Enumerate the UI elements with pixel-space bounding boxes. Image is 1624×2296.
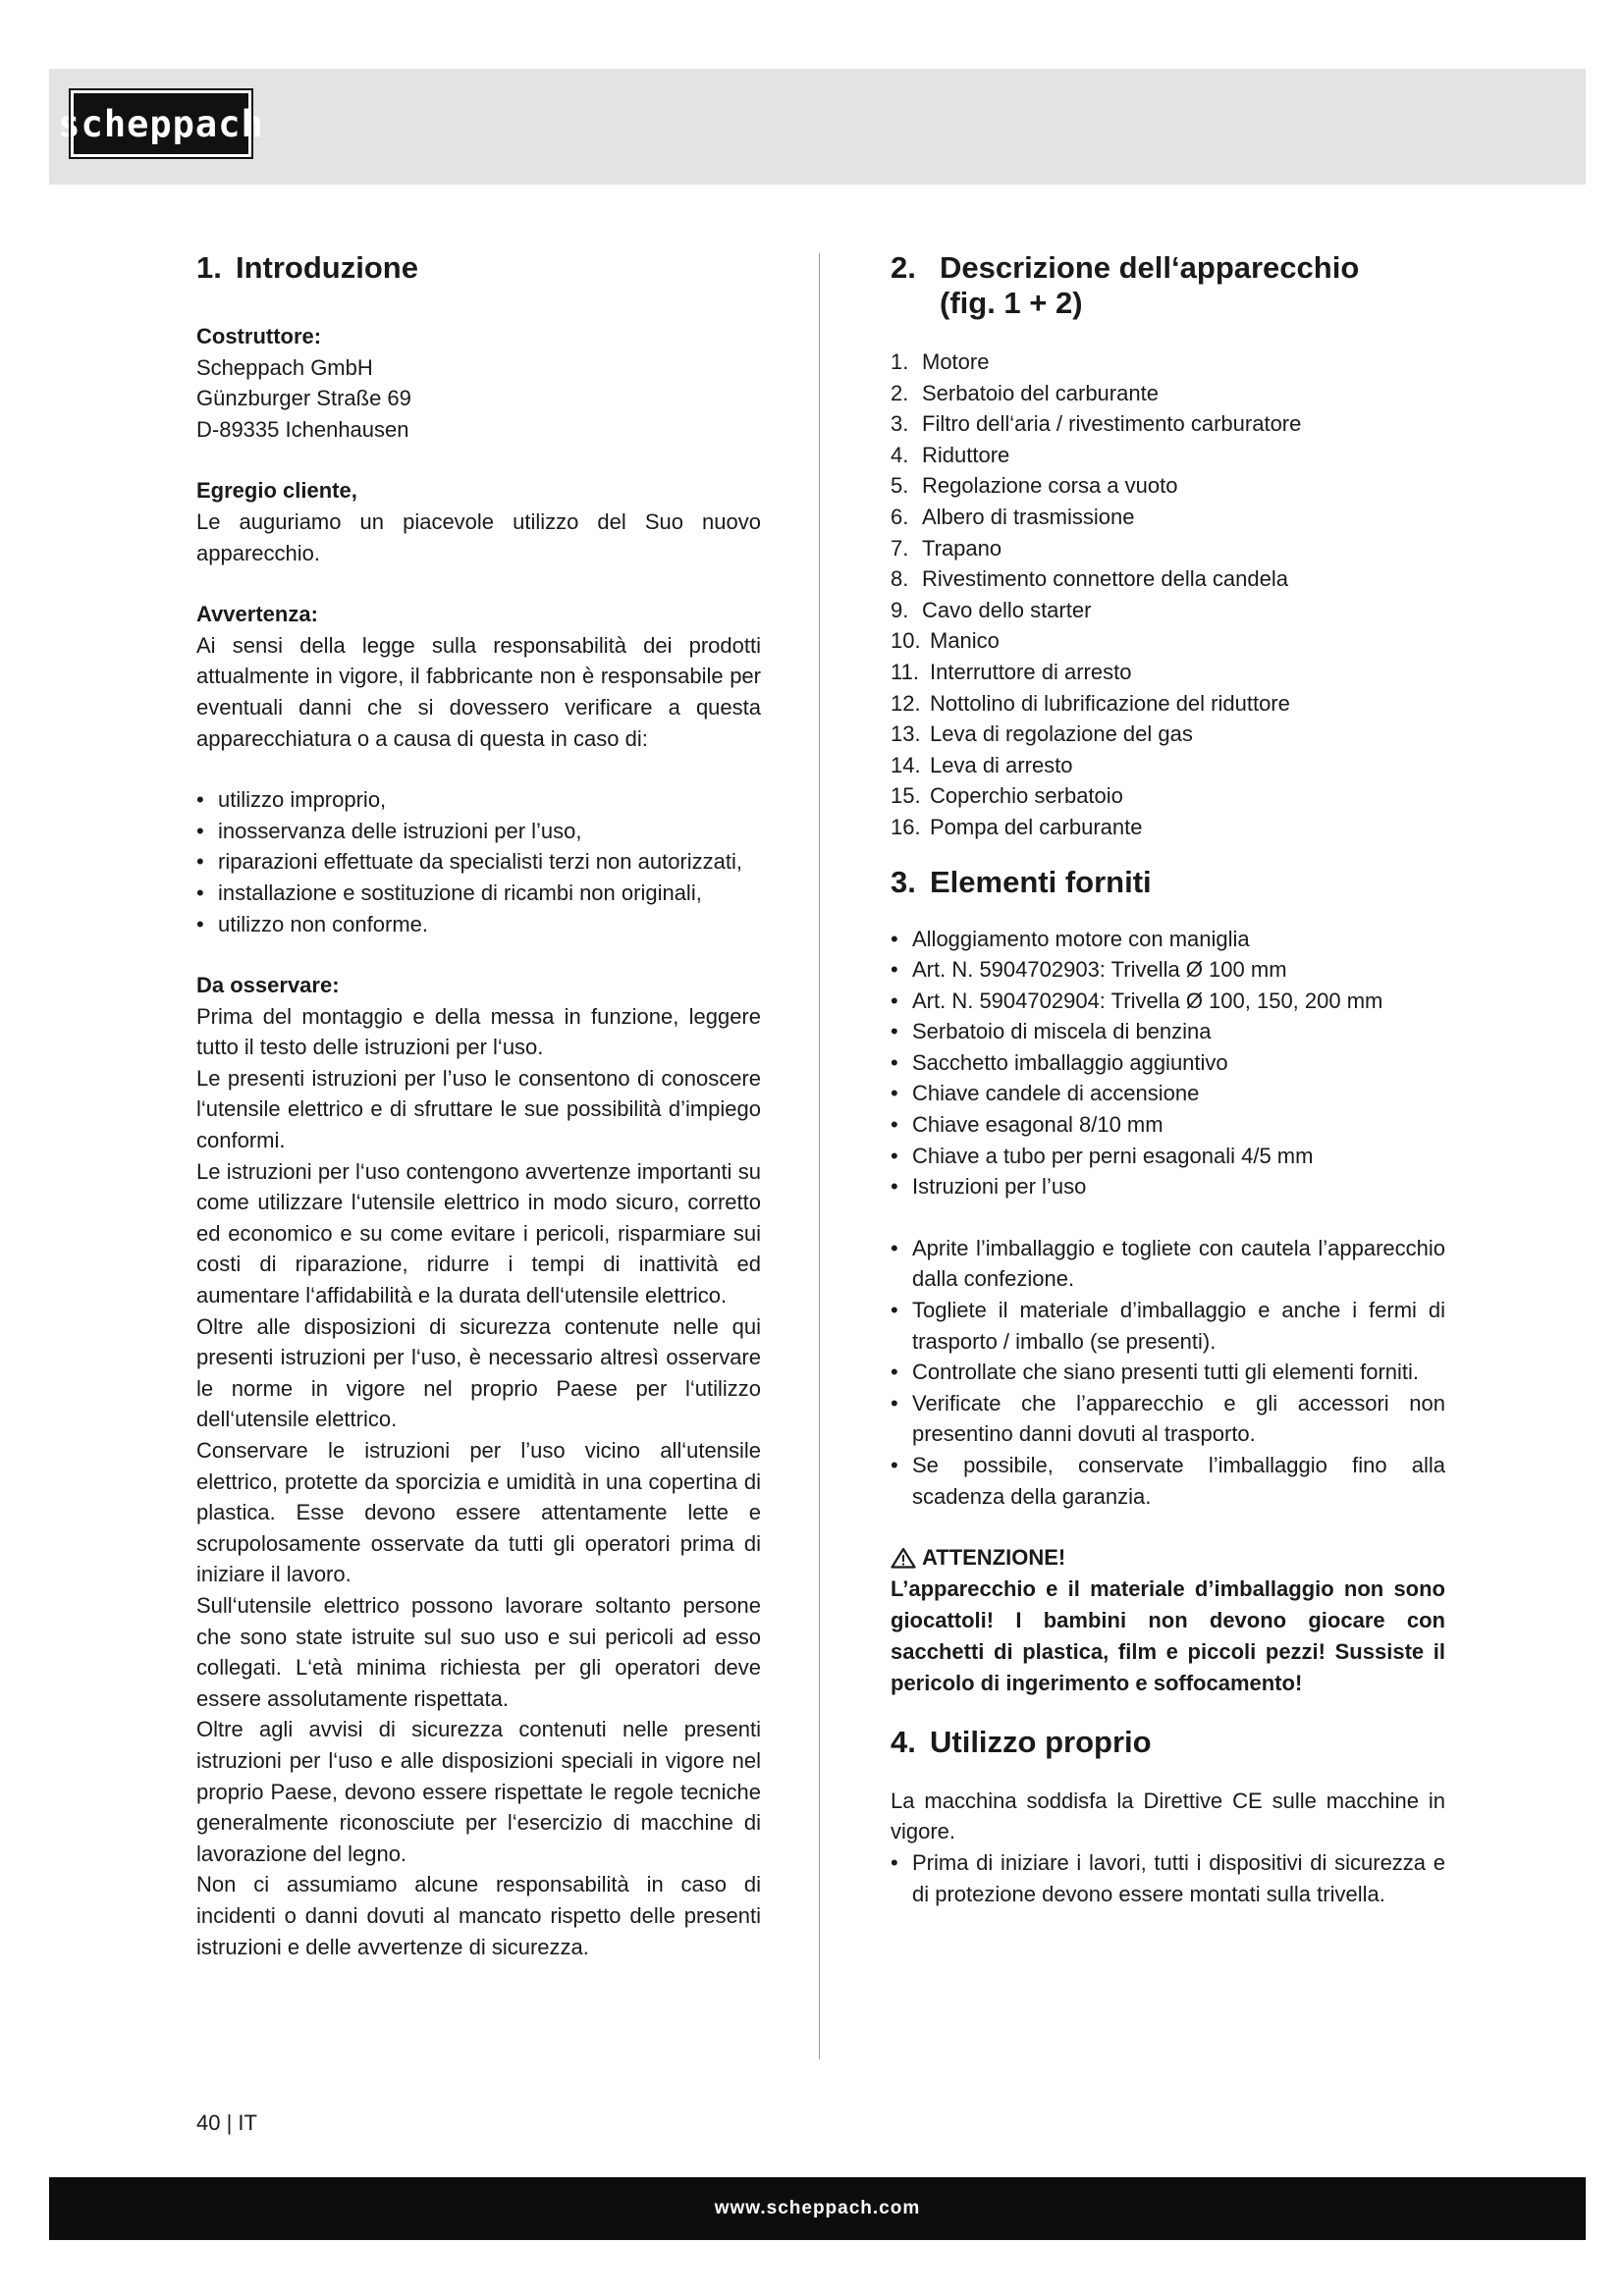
observe-paragraph: Oltre agli avvisi di sicurezza contenuti nelle presenti istruzioni per l‘uso e alle disposizioni speciali in vigore nel proprio Paese, devono essere rispettate le regole tecniche generalmente riconosciute per l‘esercizio di macchine di lavorazione del legno. <box>196 1717 761 1866</box>
list-item: • inosservanza delle istruzioni per l’uso, <box>196 818 582 843</box>
list-item: 10. Manico <box>891 628 1000 654</box>
list-item: 6. Albero di trasmissione <box>891 504 1135 529</box>
section-4-heading <box>891 1725 1445 1760</box>
right-column <box>891 250 1445 1909</box>
section-2-heading <box>891 250 1445 321</box>
observe-label: Da osservare: <box>196 973 340 998</box>
list-item: • Prima di iniziare i lavori, tutti i dispositivi di sicurezza e di protezione devono essere montati sulla trivella. <box>891 1849 1445 1906</box>
list-item: 2. Serbatoio del carburante <box>891 380 1159 405</box>
manufacturer-label: Costruttore: <box>196 324 322 348</box>
footer-bar <box>49 2177 1586 2240</box>
manufacturer-block <box>196 321 761 445</box>
list-item: 9. Cavo dello starter <box>891 597 1092 622</box>
observe-block <box>196 970 761 1962</box>
warning-list <box>196 784 761 939</box>
attention-heading <box>891 1542 1445 1574</box>
list-item: 14. Leva di arresto <box>891 752 1073 777</box>
dear-customer-label: Egregio cliente, <box>196 478 357 504</box>
list-item: 13. Leva di regolazione del gas <box>891 721 1193 747</box>
warning-block <box>196 599 761 939</box>
attention-text: L’apparecchio e il materiale d’imballaggio non sono giocattoli! I bambini non devono giocare con sacchetti di plastica, film e piccoli pezzi! Sussiste il pericolo di ingerimento e soffocamento! <box>891 1575 1445 1695</box>
section-title-fig: (fig. 1 + 2) <box>940 286 1083 320</box>
proper-use-text: La macchina soddisfa la Direttive CE sulle macchine in vigore. <box>891 1788 1445 1844</box>
parts-list <box>891 347 1445 843</box>
section-1-heading <box>196 250 761 286</box>
unpacking-steps <box>891 1233 1445 1512</box>
list-item: • riparazioni effettuate da specialisti terzi non autorizzati, <box>196 849 742 875</box>
attention-block <box>891 1542 1445 1699</box>
observe-paragraph: Prima del montaggio e della messa in funzione, leggere tutto il testo delle istruzioni per l‘uso. <box>196 1003 761 1060</box>
list-item: 4. Riduttore <box>891 442 1010 467</box>
section-title: Elementi forniti <box>930 864 1152 899</box>
section-number: 3. <box>891 864 916 899</box>
page-number: 40 | IT <box>196 2110 257 2135</box>
list-item: • Art. N. 5904702903: Trivella Ø 100 mm <box>891 957 1287 983</box>
address-line: Günzburger Straße 69 <box>196 386 411 411</box>
supplied-list <box>891 924 1445 1202</box>
proper-use-list <box>891 1847 1445 1909</box>
address-line: Scheppach GmbH <box>196 354 373 380</box>
attention-title: ATTENZIONE! <box>922 1545 1066 1571</box>
list-item: • Chiave candele di accensione <box>891 1081 1200 1106</box>
section-3-heading <box>891 865 1445 900</box>
list-item: • installazione e sostituzione di ricambi non originali, <box>196 880 702 905</box>
scheppach-logo: scheppach <box>71 90 251 157</box>
list-item: • Chiave esagonal 8/10 mm <box>891 1112 1164 1138</box>
list-item: • Aprite l’imballaggio e togliete con cautela l’apparecchio dalla confezione. <box>891 1235 1445 1292</box>
list-item: • Serbatoio di miscela di benzina <box>891 1019 1212 1044</box>
section-title: Introduzione <box>236 250 418 285</box>
list-item: • Controllate che siano presenti tutti gli elementi forniti. <box>891 1360 1420 1385</box>
list-item: 3. Filtro dell‘aria / rivestimento carburatore <box>891 411 1302 437</box>
list-item: • Alloggiamento motore con maniglia <box>891 926 1250 951</box>
observe-paragraph: Le presenti istruzioni per l’uso le consentono di conoscere l‘utensile elettrico e di sfruttare le sue possibilità d’impiego conformi. <box>196 1065 761 1153</box>
dear-customer-block <box>196 475 761 568</box>
list-item: • Se possibile, conservate l’imballaggio fino alla scadenza della garanzia. <box>891 1453 1445 1509</box>
section-number: 1. <box>196 250 222 285</box>
list-item: 5. Regolazione corsa a vuoto <box>891 473 1178 499</box>
list-item: • Chiave a tubo per perni esagonali 4/5 mm <box>891 1143 1314 1168</box>
warning-label: Avvertenza: <box>196 602 318 627</box>
list-item: 15. Coperchio serbatoio <box>891 783 1123 809</box>
list-item: • utilizzo non conforme. <box>196 911 428 936</box>
website-url: www.scheppach.com <box>714 2198 921 2218</box>
column-divider <box>819 253 820 2059</box>
observe-paragraph: Sull‘utensile elettrico possono lavorare soltanto persone che sono state istruite sul suo uso e sui pericoli ad esso collegati. L‘età minima richiesta per gli operatori deve essere assolutamente rispettata. <box>196 1592 761 1711</box>
section-number: 2. <box>891 250 916 285</box>
list-item: 1. Motore <box>891 349 990 374</box>
dear-customer-text: Le auguriamo un piacevole utilizzo del Suo nuovo apparecchio. <box>196 508 761 565</box>
observe-paragraph: Non ci assumiamo alcune responsabilità in caso di incidenti o danni dovuti al mancato rispetto delle presenti istruzioni e delle avvertenze di sicurezza. <box>196 1872 761 1959</box>
warning-triangle-icon <box>891 1547 916 1569</box>
list-item: 16. Pompa del carburante <box>891 814 1143 839</box>
observe-paragraph: Le istruzioni per l‘uso contengono avvertenze importanti su come utilizzare l‘utensile elettrico in modo sicuro, corretto ed economico e su come evitare i pericoli, risparmiare sui costi di riparazione, ridurre i tempi di inattività ed aumentare l‘affidabilità e la durata dell‘utensile elettrico. <box>196 1158 761 1308</box>
list-item: 11. Interruttore di arresto <box>891 659 1132 684</box>
list-item: • Istruzioni per l’uso <box>891 1174 1087 1200</box>
address-line: D-89335 Ichenhausen <box>196 416 409 442</box>
list-item: 12. Nottolino di lubrificazione del riduttore <box>891 690 1290 716</box>
section-title: Descrizione dell‘apparecchio <box>940 250 1360 285</box>
warning-text: Ai sensi della legge sulla responsabilità dei prodotti attualmente in vigore, il fabbricante non è responsabile per eventuali danni che si dovessero verificare a questa apparecchiatura o a causa di questa in caso di: <box>196 632 761 751</box>
observe-paragraph: Conservare le istruzioni per l’uso vicino all‘utensile elettrico, protette da sporcizia e umidità in una copertina di plastica. Esse devono essere attentamente lette e scrupolosamente osservate da tutti gli operatori prima di iniziare il lavoro. <box>196 1438 761 1587</box>
section-title: Utilizzo proprio <box>930 1724 1152 1759</box>
list-item: • Verificate che l’apparecchio e gli accessori non presentino danni dovuti al trasporto. <box>891 1390 1445 1447</box>
header-band <box>49 69 1586 185</box>
left-column <box>196 250 761 1962</box>
list-item: • utilizzo improprio, <box>196 787 387 813</box>
list-item: • Togliete il materiale d’imballaggio e anche i fermi di trasporto / imballo (se presenti). <box>891 1298 1445 1354</box>
list-item: • Sacchetto imballaggio aggiuntivo <box>891 1049 1228 1075</box>
list-item: 8. Rivestimento connettore della candela <box>891 566 1289 592</box>
list-item: 7. Trapano <box>891 535 1002 561</box>
section-number: 4. <box>891 1724 916 1759</box>
observe-paragraph: Oltre alle disposizioni di sicurezza contenute nelle qui presenti istruzioni per l‘uso, è necessario altresì osservare le norme in vigore nel proprio Paese per l‘utilizzo dell‘utensile elettrico. <box>196 1313 761 1432</box>
list-item: • Art. N. 5904702904: Trivella Ø 100, 150, 200 mm <box>891 988 1383 1013</box>
